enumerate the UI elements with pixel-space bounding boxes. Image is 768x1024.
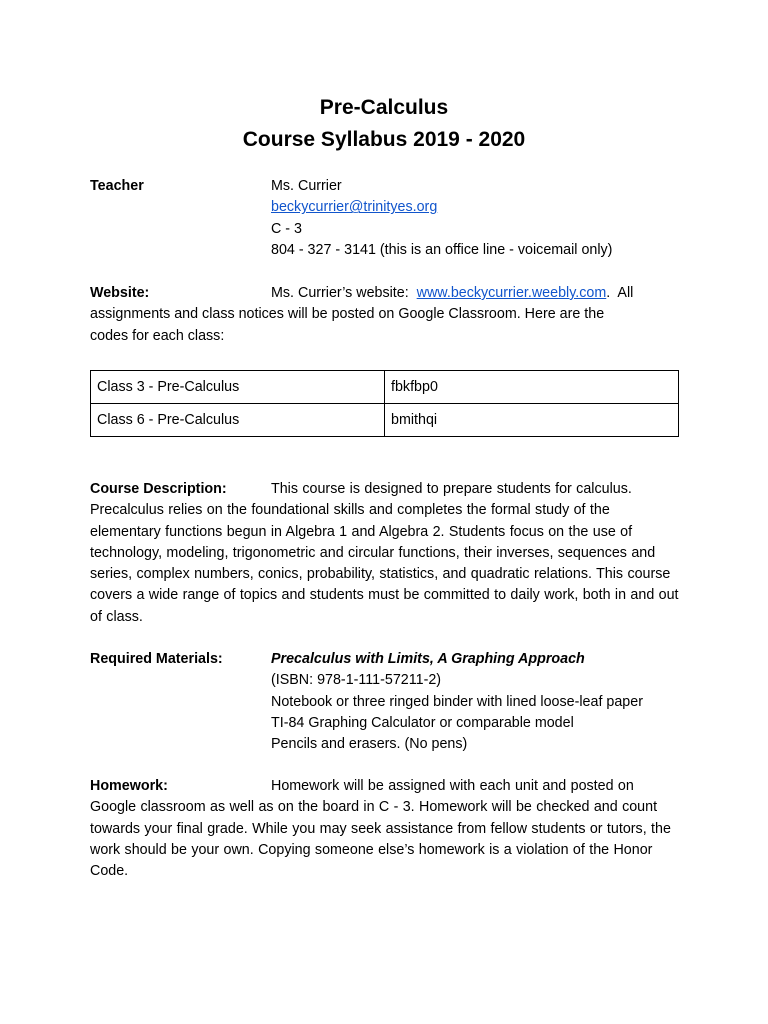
course-description-section xyxy=(90,479,682,628)
teacher-details xyxy=(271,176,691,261)
teacher-section xyxy=(90,176,682,266)
teacher-name: Ms. Currier xyxy=(271,178,342,194)
class-codes-table xyxy=(90,370,679,437)
table-row xyxy=(91,404,679,437)
website-suffix: . All xyxy=(606,285,634,301)
teacher-email-link[interactable]: beckycurrier@trinityes.org xyxy=(271,199,438,216)
list-item: TI-84 Graphing Calculator or comparable model xyxy=(271,714,574,731)
teacher-room: C - 3 xyxy=(271,220,302,237)
website-label: Website: xyxy=(90,285,150,301)
textbook-title: Precalculus with Limits, A Graphing Approach xyxy=(271,651,585,667)
class-name-cell: Class 3 - Pre-Calculus xyxy=(91,371,385,404)
website-line-1 xyxy=(90,283,682,304)
list-item: (ISBN: 978-1-111-57211-2) xyxy=(271,672,442,689)
table-row xyxy=(91,371,679,404)
class-code-cell: fbkfbp0 xyxy=(385,371,679,404)
class-code-cell: bmithqi xyxy=(385,404,679,437)
course-description-text: This course is designed to prepare students for calculus. Precalculus relies on the foundational skills and completes the formal study of the elementary functions begun in Algebra 1 and Algebra 2. Students focus on the use of technology, modeling, trigonometric and circular functions, their inverses, sequences and series, complex numbers, conics, probability, statistics, and quadratic relations. This course covers a wide range of topics and students must be committed to daily work, both in and out of class. xyxy=(90,481,679,625)
course-title: Pre-Calculus xyxy=(319,96,449,119)
title-block xyxy=(0,92,768,156)
homework-label: Homework: xyxy=(90,778,168,794)
homework-text: Homework will be assigned with each unit and posted on Google classroom as well as on the board in C - 3. Homework will be checked and count towards your final grade. While you may seek assistance from fellow students or tutors, the work should be your own. Copying someone else’s homework is a violation of the Honor Code. xyxy=(90,778,671,880)
course-description-label: Course Description: xyxy=(90,481,227,497)
required-materials-section xyxy=(90,649,682,759)
materials-list xyxy=(271,649,691,755)
list-item: Pencils and erasers. (No pens) xyxy=(271,736,468,753)
syllabus-title: Course Syllabus 2019 - 2020 xyxy=(242,128,526,151)
website-prefix: Ms. Currier’s website: xyxy=(271,285,417,301)
teacher-label: Teacher xyxy=(90,178,144,194)
website-line-3: codes for each class: xyxy=(90,327,225,344)
website-section xyxy=(90,283,682,347)
website-link[interactable]: www.beckycurrier.weebly.com xyxy=(416,285,607,301)
teacher-phone: 804 - 327 - 3141 (this is an office line - voicemail only) xyxy=(271,241,613,258)
website-line-2: assignments and class notices will be posted on Google Classroom. Here are the xyxy=(90,306,605,323)
homework-section xyxy=(90,776,682,882)
required-materials-label: Required Materials: xyxy=(90,651,223,667)
class-name-cell: Class 6 - Pre-Calculus xyxy=(91,404,385,437)
list-item: Notebook or three ringed binder with lined loose-leaf paper xyxy=(271,693,643,710)
